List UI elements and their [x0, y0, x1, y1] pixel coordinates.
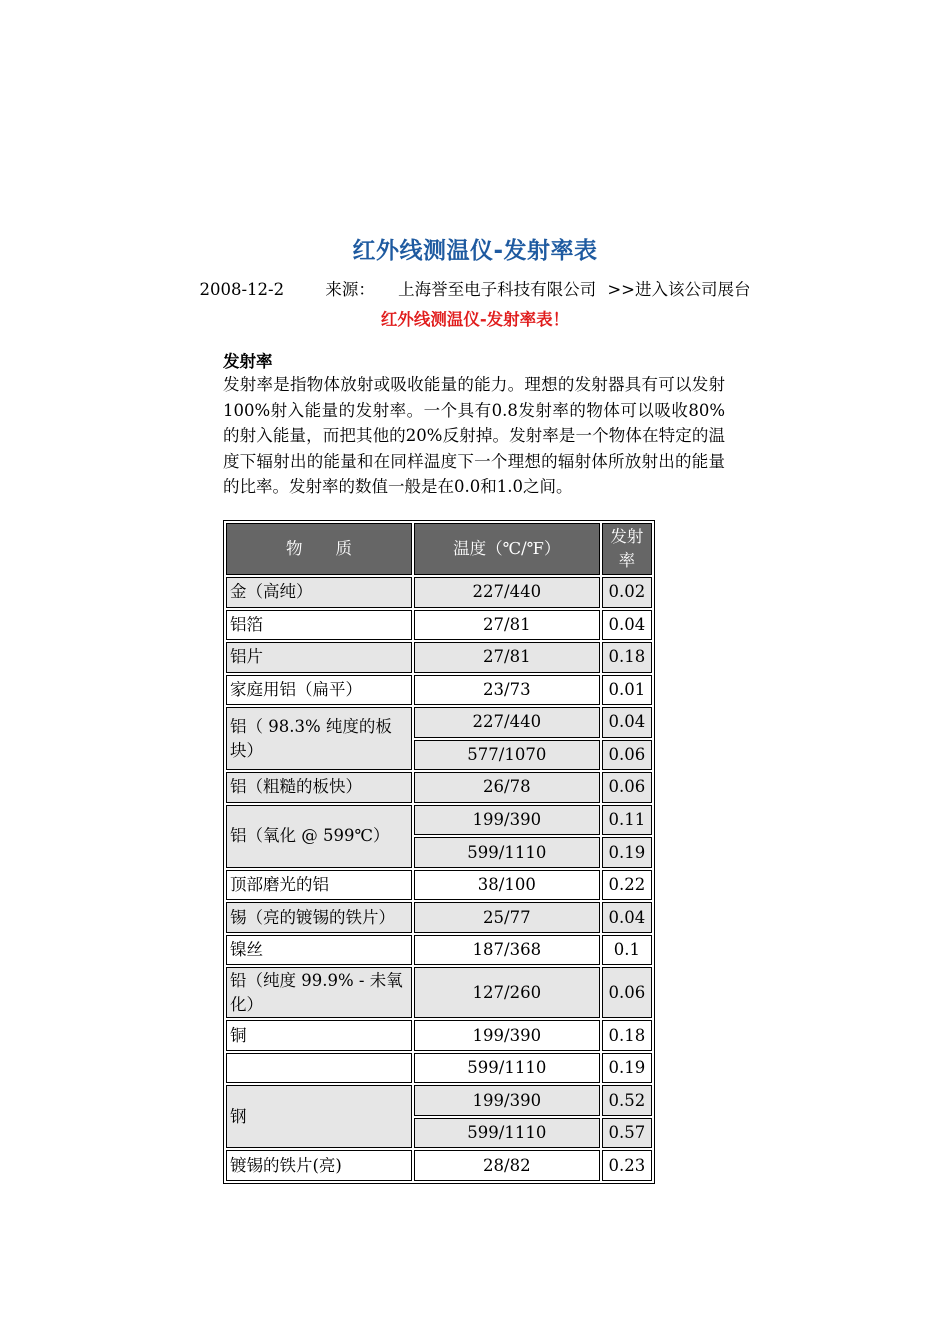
temperature-cell: 23/73	[414, 675, 600, 706]
temperature-cell: 199/390	[414, 1020, 600, 1051]
emissivity-cell: 0.1	[602, 935, 652, 966]
material-cell: 铅（纯度 99.9% - 未氧化）	[226, 967, 412, 1018]
material-cell: 铝（氧化 @ 599℃）	[226, 805, 412, 868]
table-row	[226, 707, 652, 738]
material-cell: 铜	[226, 1020, 412, 1051]
temperature-cell: 187/368	[414, 935, 600, 966]
emissivity-table	[223, 520, 655, 1184]
temperature-cell: 26/78	[414, 772, 600, 803]
table-row	[226, 610, 652, 641]
section-paragraph: 发射率是指物体放射或吸收能量的能力。理想的发射器具有可以发射100%射入能量的发射率。一个具有0.8发射率的物体可以吸收80%的射入能量，而把其他的20%反射掉。发射率是一个物体在特定的温度下辐射出的能量和在同样温度下一个理想的辐射体所放射出的能量的比率。发射率的数值一般是在0.0和1.0之间。	[223, 375, 725, 497]
emissivity-cell: 0.04	[602, 902, 652, 933]
table-row	[226, 675, 652, 706]
table-row	[226, 1150, 652, 1181]
temperature-cell: 38/100	[414, 870, 600, 901]
table-row	[226, 805, 652, 836]
emissivity-cell: 0.57	[602, 1118, 652, 1149]
emissivity-cell: 0.04	[602, 707, 652, 738]
temperature-cell: 227/440	[414, 707, 600, 738]
table-row	[226, 967, 652, 1018]
material-cell: 金（高纯）	[226, 577, 412, 608]
article-meta	[0, 276, 950, 300]
article-subtitle: 红外线测温仪-发射率表！	[380, 310, 570, 329]
emissivity-cell: 0.06	[602, 967, 652, 1018]
emissivity-cell: 0.06	[602, 772, 652, 803]
temperature-cell: 599/1110	[414, 837, 600, 868]
emissivity-cell: 0.22	[602, 870, 652, 901]
table-row	[226, 642, 652, 673]
emissivity-cell: 0.06	[602, 740, 652, 771]
header-material: 物 质	[226, 523, 412, 575]
material-cell: 家庭用铝（扁平）	[226, 675, 412, 706]
temperature-cell: 27/81	[414, 642, 600, 673]
material-cell: 顶部磨光的铝	[226, 870, 412, 901]
emissivity-cell: 0.19	[602, 1053, 652, 1084]
temperature-cell: 577/1070	[414, 740, 600, 771]
page-title: 红外线测温仪-发射率表	[352, 238, 598, 264]
emissivity-cell: 0.23	[602, 1150, 652, 1181]
emissivity-cell: 0.19	[602, 837, 652, 868]
material-cell: 铝（ 98.3% 纯度的板块）	[226, 707, 412, 770]
emissivity-cell: 0.01	[602, 675, 652, 706]
temperature-cell: 28/82	[414, 1150, 600, 1181]
table-row	[226, 870, 652, 901]
material-cell: 铝（粗糙的板快）	[226, 772, 412, 803]
temperature-cell: 599/1110	[414, 1118, 600, 1149]
header-temperature: 温度（℃/℉）	[414, 523, 600, 575]
temperature-cell: 227/440	[414, 577, 600, 608]
temperature-cell: 199/390	[414, 1085, 600, 1116]
temperature-cell: 599/1110	[414, 1053, 600, 1084]
temperature-cell: 27/81	[414, 610, 600, 641]
emissivity-cell: 0.52	[602, 1085, 652, 1116]
material-cell: 铝片	[226, 642, 412, 673]
material-cell: 镀锡的铁片(亮)	[226, 1150, 412, 1181]
header-emissivity: 发射率	[602, 523, 652, 575]
temperature-cell: 25/77	[414, 902, 600, 933]
publish-date: 2008-12-2	[199, 280, 285, 299]
emissivity-cell: 0.02	[602, 577, 652, 608]
material-cell: 镍丝	[226, 935, 412, 966]
temperature-cell: 199/390	[414, 805, 600, 836]
table-header-row	[226, 523, 652, 575]
table-row	[226, 1020, 652, 1051]
table-row	[226, 1085, 652, 1116]
emissivity-cell: 0.18	[602, 642, 652, 673]
table-row	[226, 772, 652, 803]
material-cell	[226, 1053, 412, 1084]
material-cell: 锡（亮的镀锡的铁片）	[226, 902, 412, 933]
source-label: 来源：	[325, 280, 375, 299]
temperature-cell: 127/260	[414, 967, 600, 1018]
table-row	[226, 902, 652, 933]
company-booth-link[interactable]: >>进入该公司展台	[607, 280, 751, 299]
table-row	[226, 577, 652, 608]
material-cell: 铝箔	[226, 610, 412, 641]
table-row	[226, 935, 652, 966]
material-cell: 钢	[226, 1085, 412, 1148]
section-heading: 发射率	[223, 352, 273, 371]
source-name: 上海誉至电子科技有限公司	[398, 280, 597, 299]
emissivity-cell: 0.04	[602, 610, 652, 641]
table-row	[226, 1053, 652, 1084]
emissivity-cell: 0.11	[602, 805, 652, 836]
emissivity-cell: 0.18	[602, 1020, 652, 1051]
